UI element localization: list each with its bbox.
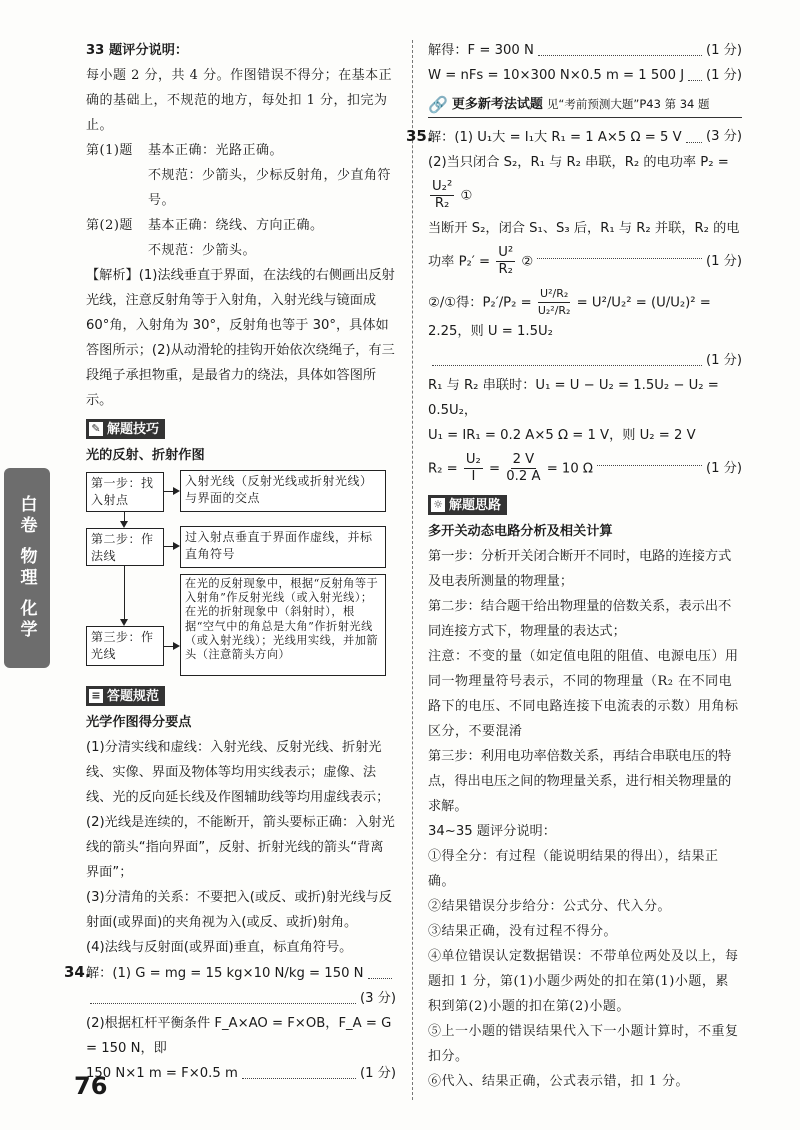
idea-title: 多开关动态电路分析及相关计算 <box>428 524 613 539</box>
q35-formula1 <box>428 179 742 212</box>
flow-step2-desc: 过入射点垂直于界面作虚线，并标直角符号 <box>180 526 386 568</box>
q2-label: 第(2)题 <box>86 218 133 233</box>
q35-power-label: 功率 P₂′ = <box>428 254 491 270</box>
q1-nonstandard: 不规范：少箭头，少标反射角，少直角符号。 <box>148 168 392 208</box>
q35-score2: (1 分) <box>705 254 742 269</box>
fraction: $\frac{\text{U²}}{\text{R₂}}$ <box>498 245 514 277</box>
flow-step3-desc: 在光的反射现象中，根据“反射角等于入射角”作反射光线（或入射光线）；在光的折射现象中（斜射时），根据“空气中的角总是大角”作折射光线（或入射光线）；光线用实线，并加箭头（注意箭头方向） <box>180 574 386 676</box>
lightbulb-icon: ☼ <box>431 498 445 512</box>
fraction: $\frac{\text{U₂²}}{\text{R₂}}$ <box>432 179 453 211</box>
tips-tag: ✎ 解题技巧 <box>86 419 165 439</box>
q33-title: 33 题评分说明： <box>86 43 189 58</box>
q35-formula2 <box>428 245 742 278</box>
score-item-1: ①得全分：有过程（能说明结果的得出），结果正确。 <box>428 849 719 889</box>
q35-ratio: ②/①得：P₂′/P₂ = $\frac{\text{U²/R₂}}{\text{U₂²/R₂}}$ = U²/U₂² = (U/U₂)² = 2.25，则 U = 1.5U₂ <box>428 287 711 339</box>
page-number: 76 <box>74 1072 108 1100</box>
leader-dots <box>538 38 702 56</box>
q1-correct-row <box>86 138 396 163</box>
flow-chart <box>86 470 386 676</box>
fraction: $\frac{\text{U₂}}{I}$ <box>465 452 481 484</box>
q34-score1: (3 分) <box>359 991 396 1006</box>
leader-dots <box>90 986 356 1004</box>
q34-step2: (2)根据杠杆平衡条件 F_A×AO = F×OB，F_A = G = 150 N，即 <box>86 1016 392 1056</box>
leader-dots <box>368 960 392 979</box>
more-questions-link[interactable] <box>428 92 742 118</box>
eq-mark-2: ② <box>521 254 534 270</box>
compound-fraction: $\frac{\text{U²/R₂}}{\text{U₂²/R₂}}$ <box>537 287 571 317</box>
flow-down-1 <box>124 512 125 526</box>
leader-dots <box>242 1061 356 1079</box>
idea-tag: ☼ 解题思路 <box>428 495 507 515</box>
q34-number: 34. <box>64 963 91 981</box>
leader-dots <box>597 465 702 466</box>
flow-step1: 第一步：找入射点 <box>86 472 164 512</box>
q35-score1: (3 分) <box>705 129 742 144</box>
idea-step2: 第二步：结合题干给出物理量的倍数关系，表示出不同连接方式下，物理量的表达式； <box>428 599 732 639</box>
column-divider <box>412 40 413 1100</box>
flow-step1-desc: 入射光线（反射光线或折射光线）与界面的交点 <box>180 470 386 512</box>
tips-title: 光的反射、折射作图 <box>86 448 205 463</box>
key-icon: ✎ <box>89 422 103 436</box>
q34-score1-row <box>86 986 396 1011</box>
q35-score4: (1 分) <box>705 461 742 476</box>
q34-line3 <box>86 1061 396 1086</box>
flow-arrow-3 <box>164 646 178 647</box>
q35-score3: (1 分) <box>705 353 742 368</box>
q1-label: 第(1)题 <box>86 143 133 158</box>
side-tab: 白卷 物理 化学 <box>4 468 50 668</box>
idea-step1: 第一步：分析开关闭合断开不同时，电路的连接方式及电表所测量的物理量； <box>428 549 732 589</box>
eq-mark-1: ① <box>460 188 473 204</box>
link-main: 更多新考法试题 <box>451 97 543 112</box>
r1-score: (1 分) <box>705 43 742 58</box>
flow-down-2 <box>124 566 125 624</box>
q34-score3: (1 分) <box>359 1066 396 1081</box>
q34-line1 <box>64 960 396 986</box>
q1-correct: 基本正确：光路正确。 <box>148 143 284 158</box>
link-ref: 见“考前预测大题”P43 第 34 题 <box>546 97 710 111</box>
flow-step3: 第三步：作光线 <box>86 626 164 666</box>
document-icon: ≡ <box>89 689 103 703</box>
score-title: 34~35 题评分说明： <box>428 824 556 839</box>
leader-dots <box>686 124 702 143</box>
r2-score: (1 分) <box>705 68 742 83</box>
q35-step3: 当断开 S₂，闭合 S₁、S₃ 后，R₁ 与 R₂ 并联，R₂ 的电 <box>428 221 740 236</box>
r1-text: 解得：F = 300 N <box>428 43 534 58</box>
q33-rule: 每小题 2 分，共 4 分。作图错误不得分；在基本正确的基础上，不规范的地方，每处扣 1 分，扣完为止。 <box>86 68 393 133</box>
leader-dots <box>432 348 702 366</box>
r1-row <box>428 38 742 63</box>
q35-step6: R₁ 与 R₂ 串联时：U₁ = U − U₂ = 1.5U₂ − U₂ = 0.5U₂， <box>428 378 719 418</box>
q35-step2: (2)当只闭合 S₂，R₁ 与 R₂ 串联，R₂ 的电功率 P₂ = <box>428 155 729 170</box>
idea-note: 注意：不变的量（如定值电阻的阻值、电源电压）用同一物理量符号表示，不同的物理量（R₂ 在不同电路下的电压、不同电路连接下电流表的示数）用角标区分，不要混淆 <box>428 649 739 739</box>
norm-title: 光学作图得分要点 <box>86 715 192 730</box>
norm-item-2: (2)光线是连续的，不能断开，箭头要标正确：入射光线的箭头“指向界面”，反射、折射光线的箭头“背离界面”； <box>86 815 395 880</box>
leader-dots <box>688 63 702 81</box>
score-item-5: ⑤上一小题的错误结果代入下一小题计算时，不重复扣分。 <box>428 1024 739 1064</box>
r2-text: W = nFs = 10×300 N×0.5 m = 1 500 J <box>428 68 685 83</box>
score-item-4: ④单位错误认定数据错误：不带单位两处及以上，每题扣 1 分，第(1)小题少两处的扣在第(1)小题，累积到第(2)小题的扣在第(2)小题。 <box>428 949 739 1014</box>
flow-arrow-1 <box>164 491 178 492</box>
q2-correct: 基本正确：绕线、方向正确。 <box>148 218 324 233</box>
norm-item-3: (3)分清角的关系：不要把入(或反、或折)射光线与反射面(或界面)的夹角视为入(或反、或折)射角。 <box>86 890 392 930</box>
q35-line1 <box>406 124 742 150</box>
flow-step2: 第二步：作法线 <box>86 528 164 566</box>
q2-correct-row <box>86 213 396 238</box>
norm-item-4: (4)法线与反射面(或界面)垂直，标直角符号。 <box>86 940 353 955</box>
q35-step1: 解：(1) U₁大 = I₁大 R₁ = 1 A×5 Ω = 5 V <box>428 130 682 145</box>
leader-dots <box>537 258 702 259</box>
right-column <box>406 38 742 1094</box>
norm-tag: ≡ 答题规范 <box>86 686 165 706</box>
score-item-3: ③结果正确，没有过程不得分。 <box>428 924 618 939</box>
flow-arrow-2 <box>164 546 178 547</box>
q2-nonstandard: 不规范：少箭头。 <box>148 243 257 258</box>
q34-step3: 150 N×1 m = F×0.5 m <box>86 1066 238 1081</box>
fraction: $\frac{2 V}{0.2 A}$ <box>506 452 541 484</box>
q34-step1: 解：(1) G = mg = 15 kg×10 N/kg = 150 N <box>86 966 364 981</box>
score-item-2: ②结果错误分步给分：公式分、代入分。 <box>428 899 672 914</box>
q33-analysis: 【解析】(1)法线垂直于界面，在法线的右侧画出反射光线，注意反射角等于入射角，入射光线与镜面成 60°角，入射角为 30°，反射角也等于 30°，具体如答图所示；(2)从动滑轮的挂钩开始依次绕绳子，有三段绳子承担物重，是最省力的绕法，具体如答图所示。 <box>86 268 395 408</box>
score-item-6: ⑥代入、结果正确，公式表示错，扣 1 分。 <box>428 1074 690 1089</box>
link-icon: 🔗 <box>428 95 448 114</box>
r2-row <box>428 63 742 88</box>
idea-step3: 第三步：利用电功率倍数关系，再结合串联电压的特点，得出电压之间的物理量关系，进行相关物理量的求解。 <box>428 749 732 814</box>
q35-number: 35. <box>406 127 433 145</box>
q35-formula3: R₂ = $\frac{\text{U₂}}{I}$ = $\frac{2 V}{0.2 A}$ = 10 Ω (1 分) <box>428 452 742 484</box>
norm-item-1: (1)分清实线和虚线：入射光线、反射光线、折射光线、实像、界面及物体等均用实线表示；虚像、法线、光的反向延长线及作图辅助线等均用虚线表示； <box>86 740 390 805</box>
q35-step7: U₁ = IR₁ = 0.2 A×5 Ω = 1 V，则 U₂ = 2 V <box>428 428 696 443</box>
q35-ratio-score-row <box>428 348 742 373</box>
